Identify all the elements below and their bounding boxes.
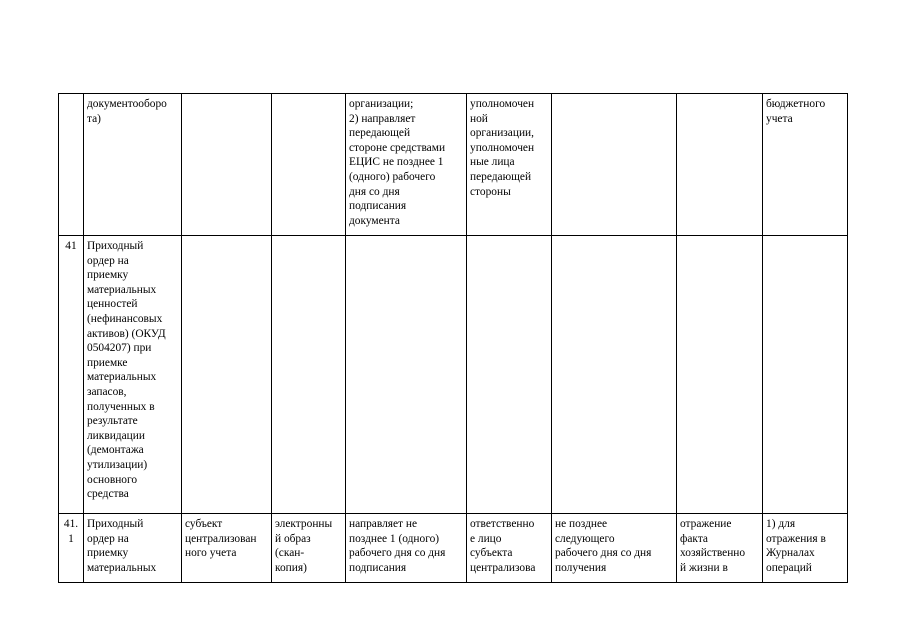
deadline-cell: не позднее следующего рабочего дня со дня получения (552, 514, 677, 583)
procedure-cell: организации; 2) направляет передающей стороне средствами ЕЦИС не позднее 1 (одного) рабочего дня со дня подписания документа (346, 94, 467, 236)
table-row (59, 514, 848, 583)
action-cell (677, 236, 763, 514)
creator-cell (182, 94, 272, 236)
format-cell: электронны й образ (скан- копия) (272, 514, 346, 583)
responsible-cell: ответственно е лицо субъекта централизова (467, 514, 552, 583)
creator-cell: субъект централизован ного учета (182, 514, 272, 583)
row-number-cell (59, 94, 84, 236)
row-number-cell: 41 (59, 236, 84, 514)
purpose-cell (763, 236, 848, 514)
table-row (59, 236, 848, 514)
purpose-cell: 1) для отражения в Журналах операций (763, 514, 848, 583)
format-cell (272, 236, 346, 514)
action-cell (677, 94, 763, 236)
format-cell (272, 94, 346, 236)
responsible-cell: уполномочен ной организации, уполномочен ные лица передающей стороны (467, 94, 552, 236)
deadline-cell (552, 94, 677, 236)
table-row (59, 94, 848, 236)
creator-cell (182, 236, 272, 514)
document-name-cell: Приходный ордер на приемку материальных ценностей (нефинансовых активов) (ОКУД 0504207) при приемке материальных запасов, полученных в результате ликвидации (демонтажа утилизации) основного средства (84, 236, 182, 514)
document-table (58, 93, 848, 583)
document-name-cell: Приходный ордер на приемку материальных (84, 514, 182, 583)
row-number-cell: 41. 1 (59, 514, 84, 583)
procedure-cell (346, 236, 467, 514)
document-name-cell: документооборо та) (84, 94, 182, 236)
responsible-cell (467, 236, 552, 514)
action-cell: отражение факта хозяйственно й жизни в (677, 514, 763, 583)
purpose-cell: бюджетного учета (763, 94, 848, 236)
procedure-cell: направляет не позднее 1 (одного) рабочего дня со дня подписания (346, 514, 467, 583)
deadline-cell (552, 236, 677, 514)
